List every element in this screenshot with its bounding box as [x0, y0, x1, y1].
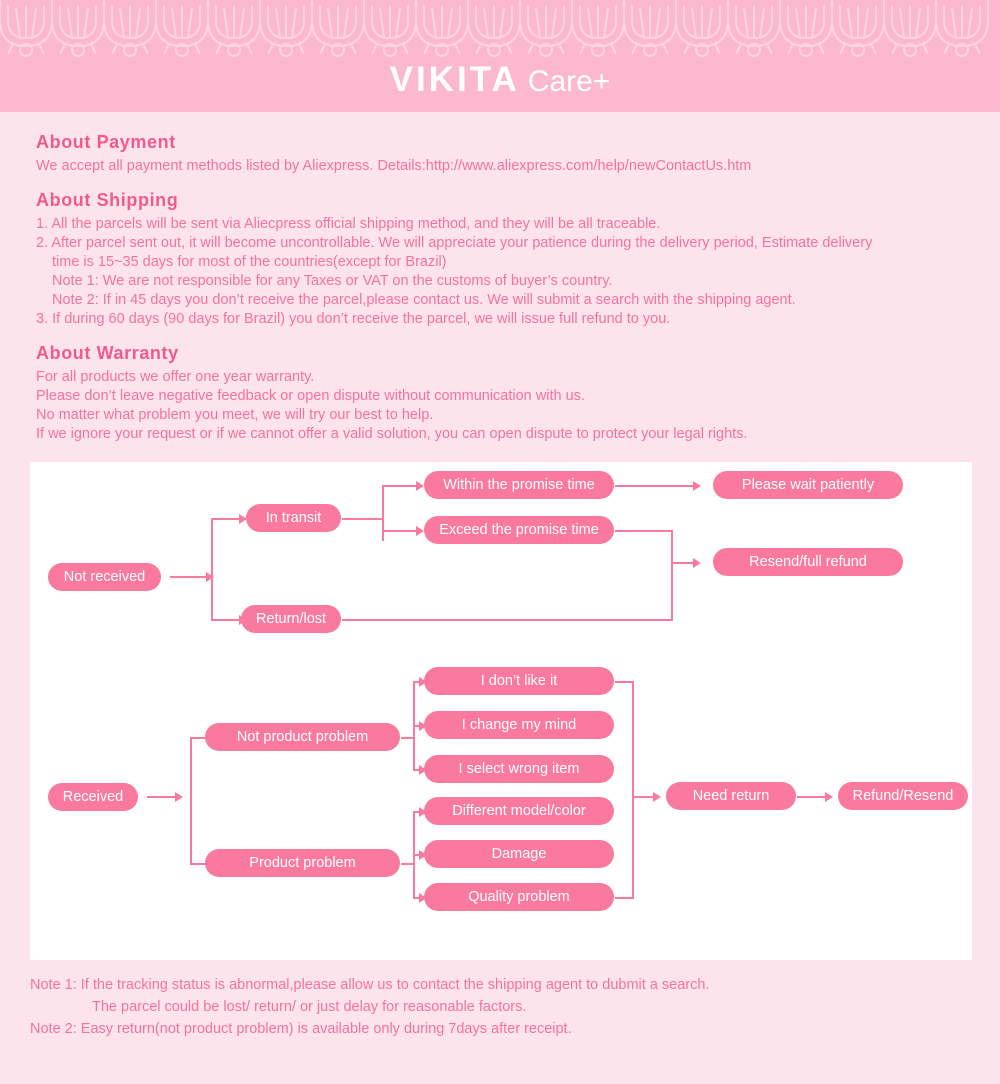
connector: [632, 681, 634, 897]
flow-node-refund-resend: Refund/Resend: [838, 782, 968, 810]
connector: [382, 485, 384, 541]
flow-node-wait-patiently: Please wait patiently: [713, 471, 903, 499]
arrow-icon: [693, 558, 701, 568]
connector: [671, 562, 673, 620]
connector: [211, 518, 241, 520]
connector: [797, 796, 827, 798]
arrow-icon: [693, 481, 701, 491]
connector: [615, 897, 634, 899]
arrow-icon: [653, 792, 661, 802]
lace-decoration-icon: [0, 0, 1000, 62]
brand-tagline: Care+: [527, 65, 611, 98]
section-line: Note 2: If in 45 days you don’t receive the parcel,please contact us. We will submit a search with the shipping agent.: [52, 292, 796, 308]
connector: [170, 576, 208, 578]
section-line: time is 15~35 days for most of the countries(except for Brazil): [52, 254, 447, 270]
section-line: We accept all payment methods listed by Aliexpress. Details:http://www.aliexpress.com/help/newContactUs.htm: [36, 158, 752, 174]
flow-node-damage: Damage: [424, 840, 614, 868]
section-line: Note 1: We are not responsible for any Taxes or VAT on the customs of buyer’s country.: [52, 273, 613, 289]
section-line: No matter what problem you meet, we will try our best to help.: [36, 407, 434, 423]
flow-node-not-product-problem: Not product problem: [205, 723, 400, 751]
connector: [632, 796, 655, 798]
arrow-icon: [416, 526, 424, 536]
flow-node-in-transit: In transit: [246, 504, 341, 532]
note-line: Note 2: Easy return(not product problem) is available only during 7days after receipt.: [30, 1021, 572, 1037]
section-about-shipping: [0, 190, 1000, 329]
flow-node-different-model-color: Different model/color: [424, 797, 614, 825]
connector: [401, 863, 413, 865]
note-line: Note 1: If the tracking status is abnormal,please allow us to contact the shipping agent to dubmit a search.: [30, 977, 710, 993]
flow-node-return-lost: Return/lost: [241, 605, 341, 633]
flow-node-select-wrong-item: I select wrong item: [424, 755, 614, 783]
flow-node-product-problem: Product problem: [205, 849, 400, 877]
connector: [401, 737, 413, 739]
flow-node-need-return: Need return: [666, 782, 796, 810]
connector: [342, 619, 673, 621]
section-line: Please don’t leave negative feedback or open dispute without communication with us.: [36, 388, 585, 404]
brand-name: VIKITA: [389, 60, 520, 99]
connector: [211, 518, 213, 620]
connector: [211, 619, 241, 621]
section-title: About Payment: [36, 132, 176, 152]
arrow-icon: [175, 792, 183, 802]
connector: [190, 737, 192, 863]
connector: [342, 518, 382, 520]
flow-node-not-received: Not received: [48, 563, 161, 591]
flow-node-exceed-promise-time: Exceed the promise time: [424, 516, 614, 544]
flow-node-within-promise-time: Within the promise time: [424, 471, 614, 499]
note-line: The parcel could be lost/ return/ or just delay for reasonable factors.: [92, 999, 527, 1015]
section-about-warranty: [0, 343, 1000, 444]
connector: [671, 562, 695, 564]
flow-node-quality-problem: Quality problem: [424, 883, 614, 911]
arrow-icon: [825, 792, 833, 802]
section-line: 1. All the parcels will be sent via Aliecpress official shipping method, and they will be all traceable.: [36, 216, 661, 232]
section-line: For all products we offer one year warranty.: [36, 369, 315, 385]
flow-node-resend-full-refund: Resend/full refund: [713, 548, 903, 576]
section-line: 3. If during 60 days (90 days for Brazil) you don’t receive the parcel, we will issue full refund to you.: [36, 311, 671, 327]
page-title: [0, 60, 1000, 100]
policy-content: [0, 112, 1000, 444]
arrow-icon: [416, 481, 424, 491]
section-line: If we ignore your request or if we cannot offer a valid solution, you can open dispute to protect your legal rights.: [36, 426, 748, 442]
section-title: About Warranty: [36, 343, 179, 363]
section-title: About Shipping: [36, 190, 179, 210]
flowchart-card: [30, 462, 972, 960]
connector: [147, 796, 177, 798]
section-line: 2. After parcel sent out, it will become uncontrollable. We will appreciate your patience during the delivery period, Estimate delivery: [36, 235, 873, 251]
flow-node-received: Received: [48, 783, 138, 811]
connector: [615, 530, 673, 532]
connector: [615, 485, 695, 487]
section-about-payment: [0, 132, 1000, 176]
connector: [382, 530, 418, 532]
flow-node-dont-like-it: I don’t like it: [424, 667, 614, 695]
footer-notes: [30, 974, 1000, 1040]
page-header: [0, 0, 1000, 112]
flow-node-change-my-mind: I change my mind: [424, 711, 614, 739]
connector: [382, 485, 418, 487]
